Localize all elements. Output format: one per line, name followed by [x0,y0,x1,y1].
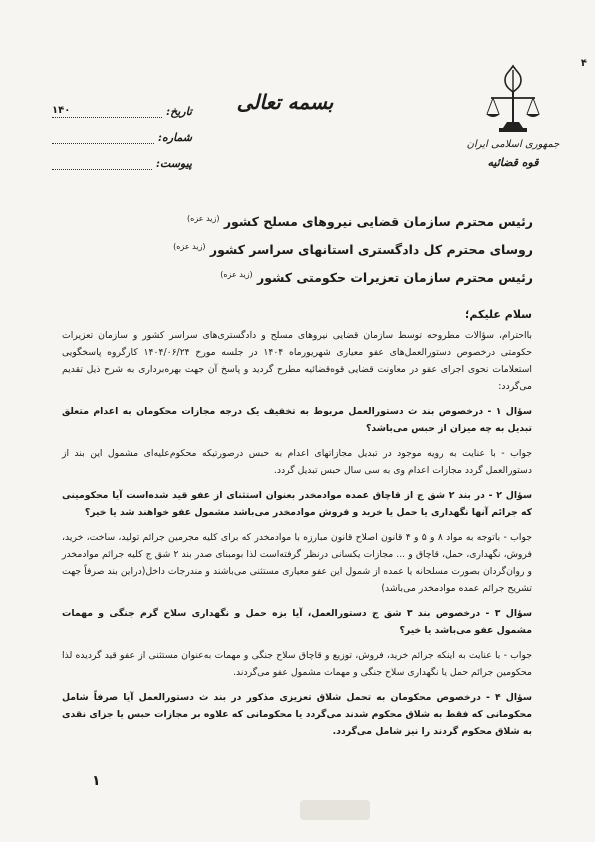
date-row [52,92,192,118]
attachment-value [52,157,152,170]
question-paragraph: سؤال ۳ - درخصوص بند ۳ شق ج دستورالعمل، آیا بزه حمل و نگهداری سلاح گرم جنگی و مهمات مشمول عفو می‌باشد یا خیر؟ [62,608,532,636]
recipient-title: روسای محترم کل دادگستری استانهای سراسر کشور [209,242,533,258]
letter-meta [52,92,192,170]
recipient-title: رئیس محترم سازمان قضایی نیروهای مسلح کشور [223,214,533,230]
answer-paragraph: جواب - باتوجه به مواد ۸ و ۵ و ۴ قانون اصلاح قانون مبارزه با موادمخدر که برای کلیه مجرمین جرائم تولید، ساخت، خرید، فروش، نگهداری، حمل، قاچاق و ... مجازات یکسانی درنظر گرفته‌است لذا بومبنای صدر بند ۲ شق ج کلیه جرائم موادمخدر و روان‌گردان بصورت مسلحانه یا عمده از شمول این عفو معیاری مستثنی می‌باشند و مندرجات داخل(دراین بند صرفاً جهت تشریح جرائم عمده موادمخدر می‌باشد) [62,532,533,594]
recipient-honorific: (زید عزه) [220,270,253,280]
date-label: تاریخ: [166,105,192,118]
question-paragraph: سؤال ۴ - درخصوص محکومان به تحمل شلاق تعزیزی مذکور در بند ث دستورالعمل آیا صرفاً شامل محکومانی که فقط به شلاق محکوم شدند می‌گردد یا محکومانی که علاوه بر مجازات حبس یا جزای نقدی به شلاق محکوم گردند را نیز شامل می‌گردد. [62,692,532,737]
judiciary-emblem [453,62,573,170]
letter-body [62,308,532,748]
emblem-country: جمهوری اسلامی ایران [466,139,560,150]
recipient-line [73,206,533,234]
recipient-line [73,262,533,290]
question-paragraph: سؤال ۱ - درخصوص بند ث دستورالعمل مربوط به تخفیف یک درجه مجازات محکومان به اعدام متعلق تبدیل به چه میزان از حبس می‌باشد؟ [62,406,532,434]
page-number: ۱ [92,773,101,789]
number-row [52,118,192,144]
attachment-row [52,144,192,170]
number-label: شماره: [157,131,192,144]
recipient-honorific: (زید عزه) [173,242,206,252]
faded-stamp [300,800,370,820]
recipient-honorific: (زید عزه) [187,214,220,223]
answer-paragraph: جواب - با عنایت به رویه موجود در تبدیل مجازاتهای اعدام به حبس درصورتیکه محکوم‌علیه‌ای مشمول این بند از دستورالعمل گردد مجازات اعدام وی به سی سال حبس تبدیل گردد. [62,448,532,476]
intro-paragraph: بااحترام، سؤالات مطروحه توسط سازمان قضایی نیروهای مسلح و دادگستری‌های سراسر کشور و سازمان تعزیرات حکومتی درخصوص دستورالعمل‌های عفو معیاری شهریورماه ۱۴۰۴ در جلسه مورخ ۱۴۰۴/۰۶/۲۴ کارگروه پاسخگویی استعلامات نحوی اجرای عفو در معاونت قضایی قوه‌قضائیه مطرح گردید و پاسخ آن جهت بهره‌برداری به شرح ذیل تقدیم می‌گردد: [62,330,532,392]
question-paragraph: سؤال ۲ - در بند ۲ شق ج از قاچاق عمده موادمخدر بعنوان استثنای از عفو قید شده‌است آیا محکومینی که جرائم آنها نگهداری یا حمل یا خرید و فروش موادمخدر می‌باشد مشمول عفو خواهند شد یا خیر؟ [62,490,532,518]
heading-besmele: بسمه تعالی [236,90,334,114]
emblem-icon [483,62,543,138]
emblem-judiciary: قوه قضائیه [487,156,539,169]
recipient-title: رئیس محترم سازمان تعزیرات حکومتی کشور [257,270,533,286]
recipient-line [73,234,533,262]
edge-mark: ۴ [580,58,587,69]
date-value: ۱۴۰ [52,105,162,118]
attachment-label: پیوست: [155,157,192,170]
number-value [52,131,154,144]
recipients [73,206,533,290]
greeting: سلام علیکم؛ [465,308,532,321]
answer-paragraph: جواب - با عنایت به اینکه جرائم خرید، فروش، توزیع و قاچاق سلاح جنگی و مهمات به‌عنوان مستثنی از عفو قید گردیده لذا محکومین جرائم حمل یا نگهداری سلاح جنگی و مهمات مشمول عفو می‌گردند. [62,650,532,678]
